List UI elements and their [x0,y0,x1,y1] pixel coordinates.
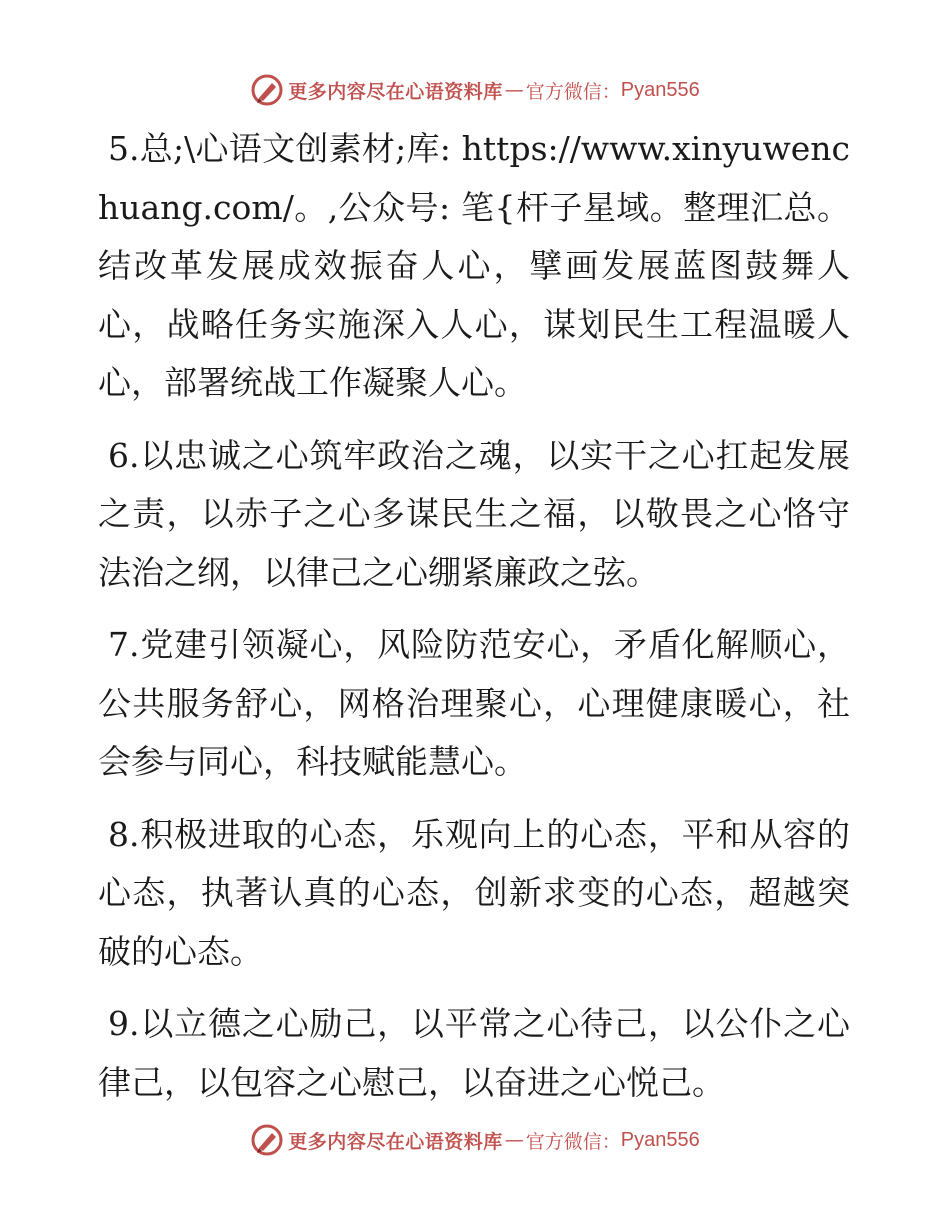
paragraph-number: 7. [108,625,140,664]
document-body [98,120,850,1126]
paragraph-number: 9. [108,1004,140,1043]
paragraph-number: 8. [108,814,140,854]
paragraph-text: 积极进取的心态，乐观向上的心态，平和从容的心态，执著认真的心态，创新求变的心态，超越突破的心态。 [98,814,850,971]
paragraph-text: 总;\心语文创素材;库: https://www.xinyuwenchuang.com/。,公众号: 笔{杆子星域。整理汇总。结改革发展成效振奋人心，擘画发展蓝图鼓舞人心，战略任务实施深入人心，谋划民生工程温暖人心，部署统战工作凝聚人心。 [98,129,850,402]
footer-banner [0,1120,950,1160]
paragraph-text: 党建引领凝心，风险防范安心，矛盾化解顺心，公共服务舒心，网格治理聚心，心理健康暖心，社会参与同心，科技赋能慧心。 [98,625,850,781]
paragraph-number: 6. [108,435,140,475]
banner-text: 更多内容尽在心语资料库 [288,80,503,103]
paragraph-7 [98,616,850,792]
paragraph-8 [98,806,850,982]
paragraph-text: 以忠诚之心筑牢政治之魂，以实干之心扛起发展之责，以赤子之心多谋民生之福，以敬畏之心恪守法治之纲，以律己之心绷紧廉政之弦。 [98,435,850,592]
banner-label: 官方微信： [525,80,621,103]
paragraph-9 [98,995,850,1112]
banner-text: 更多内容尽在心语资料库 [288,1130,503,1153]
banner-wechat-id: Pyan556 [620,1128,700,1151]
header-banner [0,70,950,110]
paragraph-text: 以立德之心励己，以平常之心待己，以公仆之心律己，以包容之心慰己，以奋进之心悦己。 [98,1004,850,1102]
paragraph-number: 5. [108,129,140,168]
paragraph-6 [98,427,850,603]
banner-separator: — [504,79,524,101]
banner-label: 官方微信： [525,1130,621,1153]
pen-logo-icon [250,73,284,107]
paragraph-5 [98,120,850,413]
pen-logo-icon [250,1123,284,1157]
banner-separator: — [504,1129,524,1151]
banner-wechat-id: Pyan556 [620,78,700,101]
